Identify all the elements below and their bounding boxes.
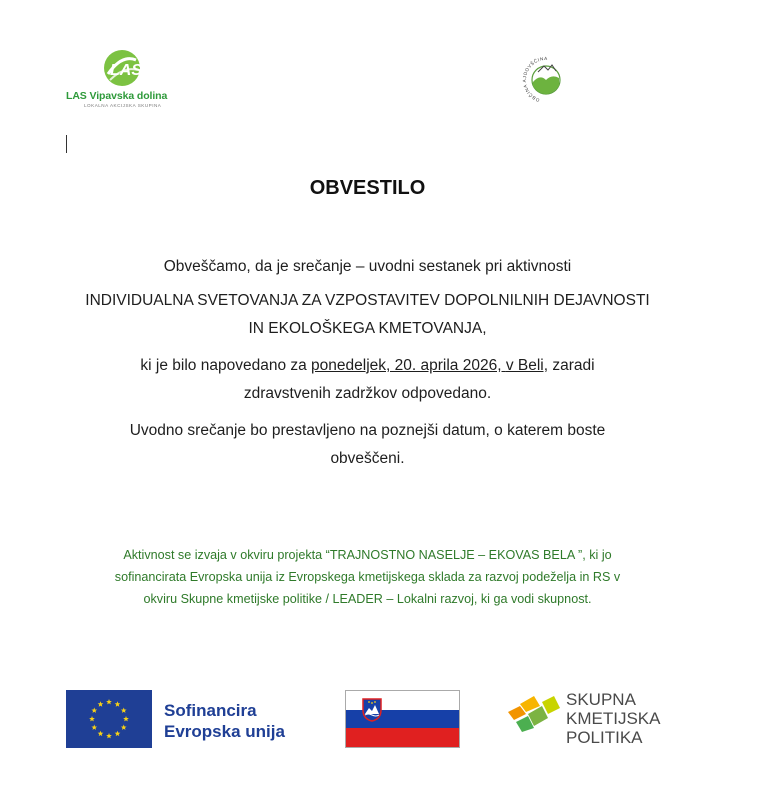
- eu-star: [91, 708, 97, 713]
- cancellation-prefix: ki je bilo napovedano za: [140, 357, 312, 374]
- meeting-date: ponedeljek, 20. aprila 2026,: [311, 357, 506, 374]
- obcina-ajdovscina-icon: [522, 54, 570, 106]
- las-tagline: LOKALNA AKCIJSKA SKUPINA: [84, 103, 162, 108]
- skp-line-2: KMETIJSKA: [566, 709, 661, 728]
- skp-text: [566, 690, 660, 747]
- eu-line-1: Sofinancira: [164, 701, 257, 720]
- obcina-ring-text: OBČINA AJDOVŠČINA: [522, 55, 548, 103]
- activity-line-2: IN EKOLOŠKEGA KMETOVANJA,: [248, 320, 487, 337]
- document-title: OBVESTILO: [309, 177, 426, 199]
- eu-flag-icon: [66, 690, 152, 748]
- paragraph-reschedule: [0, 417, 735, 473]
- paragraph-activity: [0, 287, 735, 343]
- eu-cofunded-text: [164, 700, 285, 742]
- eu-star: [106, 699, 112, 704]
- las-logo-icon: [102, 48, 142, 88]
- eu-star: [89, 716, 95, 721]
- eu-star: [115, 701, 121, 706]
- eu-star: [106, 733, 112, 738]
- skp-line-1: SKUPNA: [566, 690, 636, 709]
- skp-line-3: POLITIKA: [566, 728, 643, 747]
- paragraph-intro: [0, 253, 735, 281]
- eu-line-2: Evropska unija: [164, 722, 285, 741]
- eu-star: [123, 716, 129, 721]
- funding-note: [55, 544, 680, 610]
- reschedule-line-2: obveščeni.: [330, 450, 405, 467]
- intro-text: Obveščamo, da je srečanje – uvodni sestanek pri aktivnosti: [163, 258, 572, 275]
- skp-logo-icon: [506, 692, 562, 732]
- las-mark: LAS: [110, 62, 142, 79]
- cancellation-line-2: zdravstvenih zadržkov odpovedano.: [243, 385, 492, 402]
- slovenia-coat-of-arms-icon: [362, 698, 382, 722]
- las-logo: [66, 48, 186, 110]
- skupna-kmetijska-politika-logo: [506, 690, 666, 752]
- eu-star: [115, 731, 121, 736]
- eu-star: [98, 701, 104, 706]
- las-name: LAS Vipavska dolina: [66, 90, 168, 102]
- activity-line-1: INDIVIDUALNA SVETOVANJA ZA VZPOSTAVITEV DOPOLNILNIH DEJAVNOSTI: [85, 292, 650, 309]
- reschedule-line-1: Uvodno srečanje bo prestavljeno na poznejši datum, o katerem boste: [129, 422, 606, 439]
- eu-star: [98, 731, 104, 736]
- slovenia-flag-icon: [345, 690, 460, 748]
- text-cursor: [66, 135, 67, 153]
- obcina-ajdovscina-logo: [522, 54, 570, 106]
- cancellation-suffix: zaradi: [548, 357, 595, 374]
- funding-line-3: okviru Skupne kmetijske politike / LEADER – Lokalni razvoj, ki ga vodi skupnost.: [143, 592, 592, 606]
- meeting-place: v Beli,: [505, 357, 549, 374]
- funding-line-1: Aktivnost se izvaja v okviru projekta “TRAJNOSTNO NASELJE – EKOVAS BELA ”, ki jo: [123, 548, 612, 562]
- paragraph-cancellation: [0, 352, 735, 408]
- eu-star: [121, 725, 127, 730]
- eu-star: [91, 725, 97, 730]
- eu-cofunded-logo: [66, 690, 306, 750]
- cancellation-line-1: [0, 352, 735, 380]
- funding-line-2: sofinancirata Evropska unija iz Evropskega kmetijskega sklada za razvoj podeželja in RS v: [114, 570, 621, 584]
- eu-star: [121, 708, 127, 713]
